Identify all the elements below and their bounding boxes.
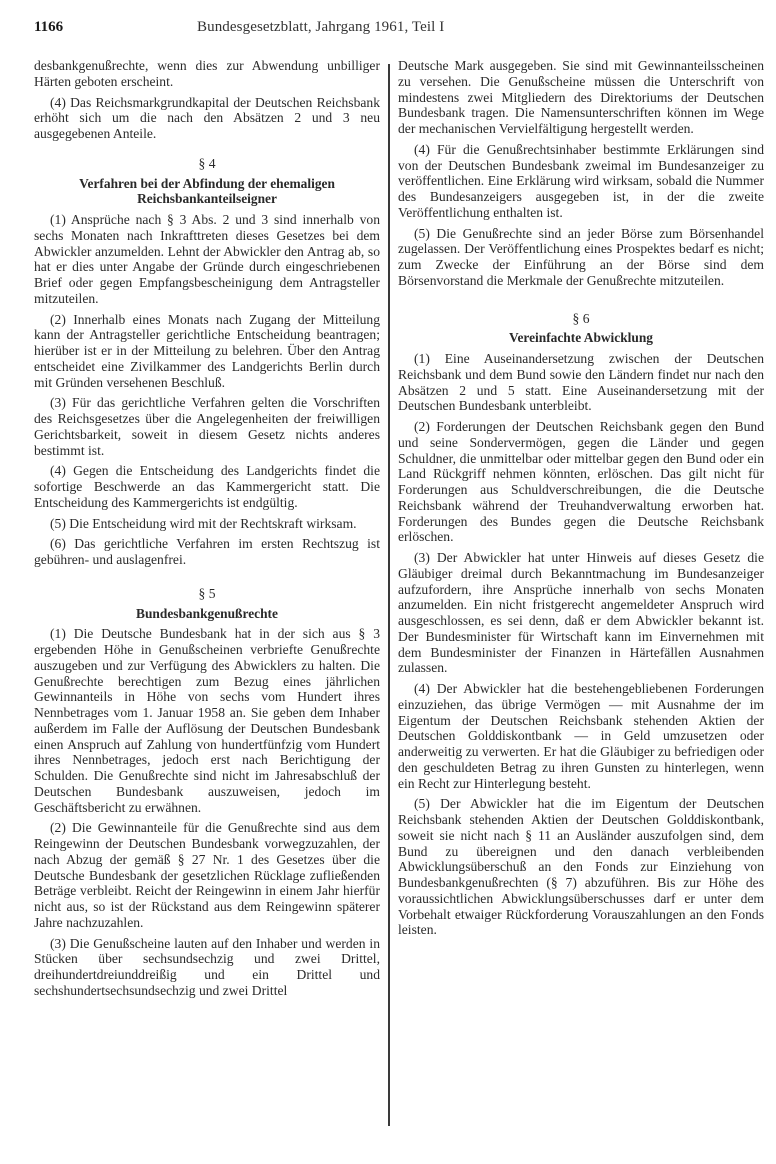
section-6-number: § 6	[572, 310, 590, 326]
s4-paragraph-2: (2) Innerhalb eines Monats nach Zugang der Mitteilung kann der Antragsteller gerichtliche Entscheidung beantragen; hierüber ist er in der Mitteilung zu belehren. Über den Antrag entscheidet eine Zivilkammer des Landgerichts Berlin durch mit Gründen versehenen Beschluß.	[34, 311, 380, 390]
s4-paragraph-3: (3) Für das gerichtliche Verfahren gelten die Vorschriften des Reichsgesetzes über die Angelegenheiten der freiwilligen Gerichtsbarkeit, soweit in diesem Gesetz nichts anderes bestimmt ist.	[34, 395, 380, 458]
section-5-title: Bundesbankgenußrechte	[136, 605, 278, 621]
running-head: Bundesgesetzblatt, Jahrgang 1961, Teil I	[197, 19, 445, 35]
s5-paragraph-5: (5) Die Genußrechte sind an jeder Börse zum Börsenhandel zugelassen. Der Veröffentlichung eines Prospektes bedarf es nicht; zum Zwecke der Einführung an der Börse sind dem Börsenvorstand die Merkmale der Genußrechte mitzuteilen.	[398, 225, 764, 288]
s4-paragraph-6: (6) Das gerichtliche Verfahren im ersten Rechtszug ist gebühren- und auslagenfrei.	[34, 536, 380, 567]
left-column	[34, 58, 380, 1004]
s6-paragraph-3: (3) Der Abwickler hat unter Hinweis auf dieses Gesetz die Gläubiger dreimal durch Bekanntmachung im Bundesanzeiger aufzufordern, ihre Ansprüche innerhalb von sechs Monaten anzumelden. Ein nicht fristgerecht angemeldeter Anspruch wird ausgeschlossen, es sei denn, daß er dem Abwickler bekannt ist. Der Bundesminister für Wirtschaft kann im Einvernehmen mit dem Bundesminister der Finanzen in Härtefällen Ausnahmen zulassen.	[398, 550, 764, 676]
s5-paragraph-1: (1) Die Deutsche Bundesbank hat in der sich aus § 3 ergebenden Höhe in Genußscheinen verbriefte Genußrechte auszugeben und zur Verfügung des Abwicklers zu halten. Die Genußrechte berechtigen zum Bezug eines jährlichen Gewinnanteils in Höhe von sechs vom Hundert ihres Nennbetrages vom 1. Januar 1958 an. Sie geben dem Inhaber außerdem im Falle der Auflösung der Deutschen Bundesbank einen Anspruch auf Zahlung von hundertfünfzig vom Hundert ihres Nennbetrages, jedoch erst nach Berichtigung der Schulden. Die Genußrechte sind nicht im Jahresabschluß der Deutschen Bundesbank auszuweisen, jedoch im Geschäftsbericht zu erwähnen.	[34, 626, 380, 815]
s4-paragraph-4: (4) Gegen die Entscheidung des Landgerichts findet die sofortige Beschwerde an das Kammergericht statt. Die Entscheidung des Kammergerichts ist endgültig.	[34, 463, 380, 510]
s5-paragraph-4: (4) Für die Genußrechtsinhaber bestimmte Erklärungen sind von der Deutschen Bundesbank zweimal im Bundesanzeiger zu veröffentlichen. Eine Erklärung wird wirksam, sobald die Nummer des Bundesanzeigers ausgegeben ist, in der die zweite Veröffentlichung enthalten ist.	[398, 141, 764, 220]
section-4-number: § 4	[198, 155, 216, 171]
s6-paragraph-5: (5) Der Abwickler hat die im Eigentum der Deutschen Reichsbank stehenden Aktien der Deutschen Golddiskontbank, soweit sie nicht nach § 11 an Ausländer auszufolgen sind, dem Bund zu übereignen und den danach verbleibenden Abwicklungsüberschuß an den Fonds zur Einziehung von Bundesbankgenußrechten (§ 7) abzuführen. Bis zur Höhe des voraussichtlichen Abwicklungsüberschusses darf er unter dem Vorbehalt etwaiger Rückforderung Vorauszahlungen an den Fonds leisten.	[398, 796, 764, 938]
page-number: 1166	[34, 19, 64, 35]
s4-paragraph-5: (5) Die Entscheidung wird mit der Rechtskraft wirksam.	[50, 515, 357, 531]
s6-paragraph-2: (2) Forderungen der Deutschen Reichsbank gegen den Bund und seine Sondervermögen, gegen die Länder und gegen Schuldner, die unmittelbar oder mittelbar gegen den Bund oder ein Land Rückgriff nehmen könnten, erlöschen. Das gilt nicht für Forderungen aus Schuldverschreibungen, die die Deutsche Reichsbank während der Treuhandverwaltung erworben hat. Forderungen des Bundes gegen die Deutsche Reichsbank erlöschen.	[398, 419, 764, 545]
s6-paragraph-1: (1) Eine Auseinandersetzung zwischen der Deutschen Reichsbank und dem Bund sowie den Ländern findet nur nach den Absätzen 2 und 5 statt. Eine Auseinandersetzung mit der Deutschen Bundesbank unterbleibt.	[398, 351, 764, 414]
section-6-title: Vereinfachte Abwicklung	[509, 330, 653, 346]
paragraph-continuation: desbankgenußrechte, wenn dies zur Abwendung unbilliger Härten geboten erscheint.	[34, 58, 380, 89]
s5-paragraph-3-continuation: Deutsche Mark ausgegeben. Sie sind mit Gewinnanteilsscheinen zu versehen. Die Genußscheine müssen die Unterschrift von mindestens zwei Mitgliedern des Direktoriums der Deutschen Bundesbank tragen. Die Namensunterschriften können im Wege der mechanischen Vervielfältigung hergestellt werden.	[398, 58, 764, 136]
s4-paragraph-1: (1) Ansprüche nach § 3 Abs. 2 und 3 sind innerhalb von sechs Monaten nach Inkrafttreten dieses Gesetzes bei dem Abwickler anzumelden. Lehnt der Abwickler den Antrag ab, so hat er dies unter Angabe der Gründe durch eingeschriebenen Brief oder gegen Empfangsbescheinigung dem Antragsteller mitzuteilen.	[34, 212, 380, 306]
s5-paragraph-2: (2) Die Gewinnanteile für die Genußrechte sind aus dem Reingewinn der Deutschen Bundesbank vorwegzuzahlen, der nach Abzug der gemäß § 27 Nr. 1 des Gesetzes über die Deutsche Bundesbank der gesetzlichen Rücklage zufließenden Beträge verbleibt. Reicht der Reingewinn in einem Jahr hierfür nicht aus, so ist der Rückstand aus dem Reingewinn späterer Jahre nachzuzahlen.	[34, 820, 380, 930]
section-4-title: Verfahren bei der Abfindung der ehemaligen Reichsbankanteilseigner	[79, 175, 335, 207]
s5-paragraph-3-start: (3) Die Genußscheine lauten auf den Inhaber und werden in Stücken über sechsundsechzig und zwei Drittel, dreihundertdreiunddreißig und ein Drittel und sechshundertsechsundsechzig und zwei Drittel	[34, 935, 380, 998]
s3-paragraph-4: (4) Das Reichsmarkgrundkapital der Deutschen Reichsbank erhöht sich um die nach den Absätzen 2 und 3 neu ausgegebenen Anteile.	[34, 94, 380, 141]
page-header	[0, 0, 776, 40]
right-column	[398, 58, 764, 943]
column-divider	[388, 64, 390, 1126]
s6-paragraph-4: (4) Der Abwickler hat die bestehengebliebenen Forderungen einzuziehen, das übrige Vermögen — mit Ausnahme der im Eigentum der Deutschen Reichsbank stehenden Aktien der Deutschen Golddiskontbank — in Geld umzusetzen oder anderweitig zu verwerten. Er hat die Gläubiger zu befriedigen oder den geschuldeten Betrag zu ihren Gunsten zu hinterlegen, wenn ein Recht zur Hinterlegung besteht.	[398, 681, 764, 791]
section-5-number: § 5	[198, 585, 216, 601]
